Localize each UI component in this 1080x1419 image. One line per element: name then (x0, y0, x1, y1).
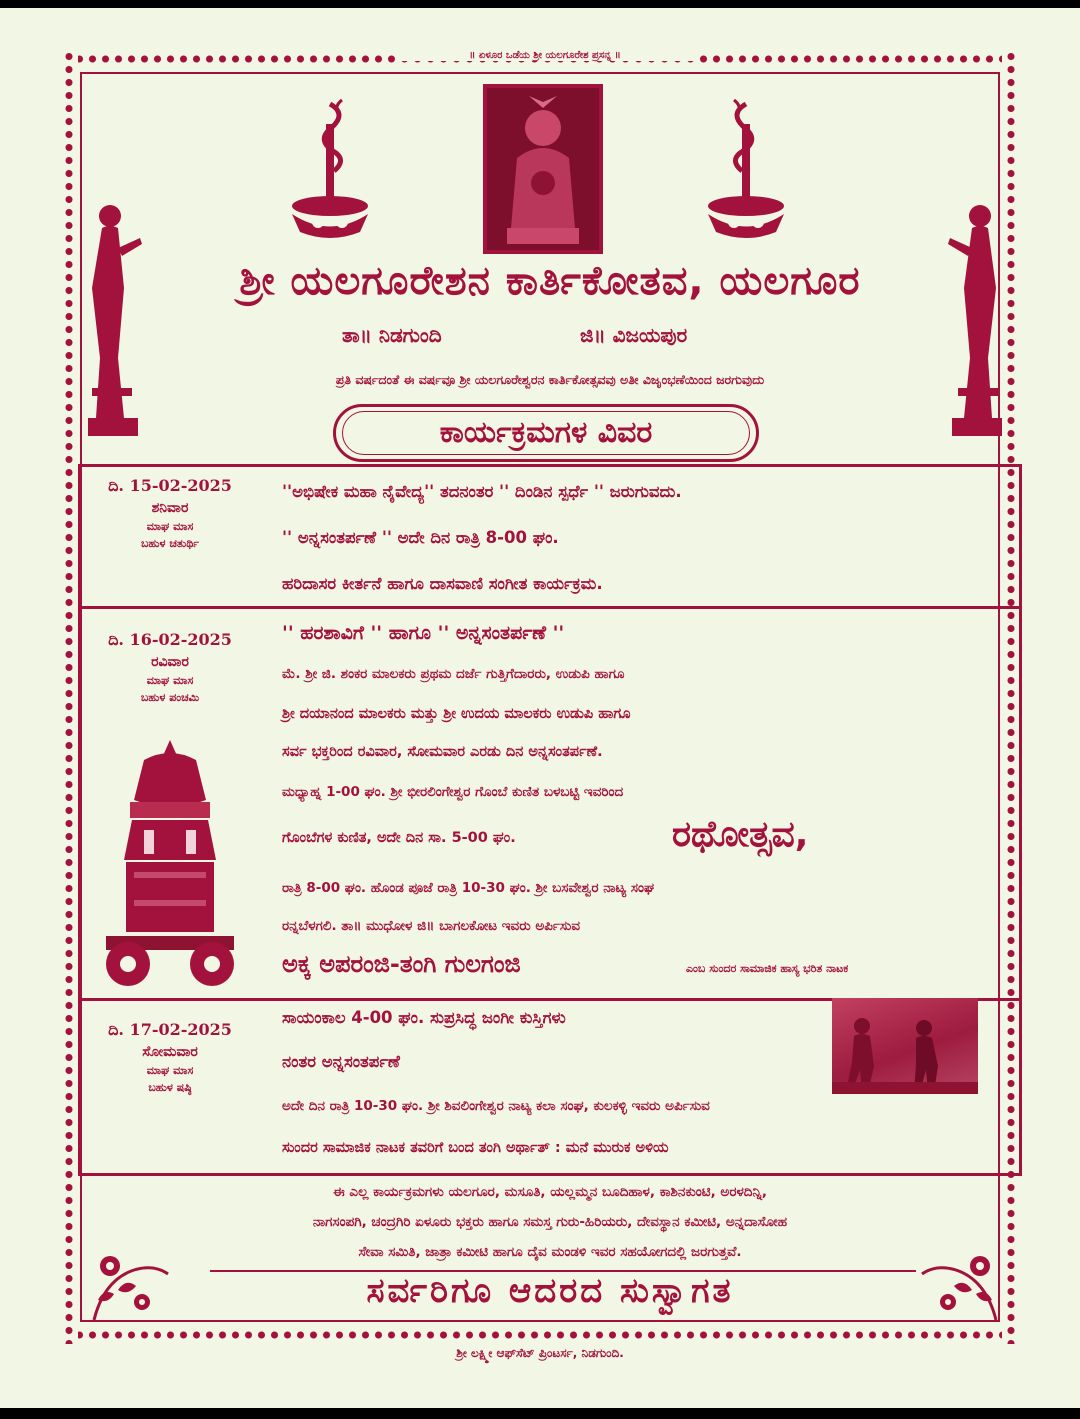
invocation-line: ॥ ಏಳೂರ ಒಡೆಯ ಶ್ರೀ ಯಲಗೂರೇಶ ಪ್ರಸನ್ನ ॥ (395, 50, 695, 61)
deity-figure-icon (487, 88, 599, 250)
left-lamp-icon (280, 94, 380, 244)
welcome-banner: ಸರ್ವರಿಗೂ ಆದರದ ಸುಸ್ವಾಗತ (366, 1271, 734, 1311)
footer-line-2: ನಾಗಸಂಪಗಿ, ಚಂದ್ರಗಿರಿ ಏಳೂರು ಭಕ್ತರು ಹಾಗೂ ಸಮಸ್ತ ಗುರು-ಹಿರಿಯರು, ದೇವಸ್ಥಾನ ಕಮೀಟಿ, ಅನ್ನದಾಸೋಹ (312, 1214, 788, 1230)
day2-line-5: ಮಧ್ಯಾಹ್ನ 1-00 ಘಂ. ಶ್ರೀ ಭೀರಲಿಂಗೇಶ್ವರ ಗೊಂಬೆ ಕುಣಿತ ಬಳಬಟ್ಟಿ ಇವರಿಂದ (282, 784, 624, 800)
poster (0, 8, 1080, 1408)
day1-tithi: ಬಹುಳ ಚತುರ್ಥಿ (140, 536, 199, 550)
wrestlers-icon (832, 998, 978, 1094)
day3-line-1: ಸಾಯಂಕಾಲ 4-00 ಘಂ. ಸುಪ್ರಸಿದ್ಧ ಜಂಗೀ ಕುಸ್ತಿಗಳು (282, 1008, 566, 1027)
day1-month: ಮಾಘ ಮಾಸ (146, 520, 194, 533)
day3-line-2: ನಂತರ ಅನ್ನಸಂತರ್ಪಣೆ (282, 1052, 400, 1071)
wrestling-photo (832, 998, 978, 1094)
district-label: ಜಿ॥ ವಿಜಯಪುರ (580, 323, 688, 347)
day1-weekday: ಶನಿವಾರ (151, 500, 189, 516)
footer-line-3: ಸೇವಾ ಸಮಿತಿ, ಜಾತ್ರಾ ಕಮೀಟಿ ಹಾಗೂ ದೈವ ಮಂಡಳಿ ಇವರ ಸಹಯೋಗದಲ್ಲಿ ಜರಗುತ್ತವೆ. (358, 1244, 742, 1260)
left-pillar-figure (84, 188, 144, 438)
day2-line-1: '' ಹರಶಾವಿಗೆ '' ಹಾಗೂ '' ಅನ್ನಸಂತರ್ಪಣೆ '' (282, 622, 565, 644)
left-floral-ornament-icon (88, 1240, 178, 1324)
chariot-image (104, 740, 236, 988)
day2-line-2: ಮೆ. ಶ್ರೀ ಜಿ. ಶಂಕರ ಮಾಲಕರು ಪ್ರಥಮ ದರ್ಜೆ ಗುತ್ತಿಗೆದಾರರು, ಉಡುಪಿ ಹಾಗೂ (282, 666, 625, 682)
page-title: ಶ್ರೀ ಯಲಗೂರೇಶನ ಕಾರ್ತಿಕೋತವ, ಯಲಗೂರ (239, 258, 861, 304)
day2-date-block (80, 628, 260, 706)
day3-tithi: ಬಹುಳ ಷಷ್ಠಿ (148, 1080, 192, 1094)
section-title-text: ಕಾರ್ಯಕ್ರಮಗಳ ವಿವರ (439, 415, 653, 450)
day3-line-4: ಸುಂದರ ಸಾಮಾಜಿಕ ನಾಟಕ ತವರಿಗೆ ಬಂದ ತಂಗಿ ಅರ್ಥಾತ್ : ಮನೆ ಮುರುಕ ಅಳಿಯ (282, 1140, 669, 1156)
day1-date-block (80, 474, 260, 552)
footer-line-1: ಈ ಎಲ್ಲ ಕಾರ್ಯಕ್ರಮಗಳು ಯಲಗೂರ, ಮಸೂತಿ, ಯಲ್ಲಮ್ಮನ ಬೂದಿಹಾಳ, ಕಾಶಿನಕುಂಟಿ, ಅರಳದಿನ್ನಿ, (333, 1184, 767, 1200)
day2-line-3: ಶ್ರೀ ದಯಾನಂದ ಮಾಲಕರು ಮತ್ತು ಶ್ರೀ ಉದಯ ಮಾಲಕರು ಉಡುಪಿ ಹಾಗೂ (282, 706, 631, 722)
day2-line-6: ಗೊಂಬೆಗಳ ಕುಣಿತ, ಅದೇ ದಿನ ಸಾ. 5-00 ಘಂ. (282, 830, 516, 846)
inner-frame-bottom (80, 1320, 1000, 1322)
day1-line-2: '' ಅನ್ನಸಂತರ್ಪಣೆ '' ಅದೇ ದಿನ ರಾತ್ರಿ 8-00 ಘಂ. (282, 528, 559, 547)
chariot-festival-label: ರಥೋತ್ಸವ, (672, 814, 809, 855)
day3-date: ದಿ. 17-02-2025 (108, 1020, 232, 1039)
section-title (333, 404, 759, 462)
day2-line-9: ರನ್ನಬೆಳಗಲಿ. ತಾ॥ ಮುಧೋಳ ಜಿ॥ ಬಾಗಲಕೋಟ ಇವರು ಅರ್ಪಿಸುವ (282, 918, 580, 934)
day3-weekday: ಸೋಮವಾರ (142, 1044, 198, 1060)
day2-line-8: ರಾತ್ರಿ 8-00 ಘಂ. ಹೊಂಡ ಪೂಜೆ ರಾತ್ರಿ 10-30 ಘಂ. ಶ್ರೀ ಬಸವೇಶ್ವರ ನಾಟ್ಯ ಸಂಘ (282, 880, 655, 896)
day1-line-1: ''ಅಭಿಷೇಕ ಮಹಾ ನೈವೇದ್ಯ'' ತದನಂತರ '' ದಿಂಡಿನ ಸ್ಪರ್ಧೆ '' ಜರುಗುವದು. (282, 482, 682, 501)
day2-date: ದಿ. 16-02-2025 (108, 630, 232, 649)
left-dotted-border (60, 50, 78, 1344)
day3-month: ಮಾಘ ಮಾಸ (146, 1064, 194, 1077)
deity-image (483, 84, 603, 254)
day3-line-3: ಅದೇ ದಿನ ರಾತ್ರಿ 10-30 ಘಂ. ಶ್ರೀ ಶಿವಲಿಂಗೇಶ್ವರ ನಾಟ್ಯ ಕಲಾ ಸಂಘ, ಕುಲಕಳ್ಳಿ ಇವರು ಅರ್ಪಿಸುವ (282, 1098, 710, 1114)
taluk-label: ತಾ॥ ನಿಡಗುಂದಿ (342, 323, 442, 347)
day2-drama-title: ಅಕ್ಕ ಅಪರಂಜಿ-ತಂಗಿ ಗುಲಗಂಜಿ (282, 950, 521, 978)
day2-tithi: ಬಹುಳ ಪಂಚಮಿ (140, 690, 200, 704)
day2-weekday: ರವಿವಾರ (151, 654, 189, 670)
right-floral-ornament-icon (912, 1240, 1002, 1324)
right-lamp-icon (696, 94, 796, 244)
intro-text: ಪ್ರತಿ ವರ್ಷದಂತೆ ಈ ವರ್ಷವೂ ಶ್ರೀ ಯಲಗೂರೇಶ್ವರನ ಕಾರ್ತಿಕೋತ್ಸವವು ಅತೀ ವಿಜೃಂಭಣೆಯಿಂದ ಜರಗುವುದು (335, 372, 765, 387)
day2-month: ಮಾಘ ಮಾಸ (146, 674, 194, 687)
bottom-dotted-border (60, 1326, 1020, 1344)
day1-date: ದಿ. 15-02-2025 (108, 476, 232, 495)
day2-drama-desc: ಎಂಬ ಸುಂದರ ಸಾಮಾಜಿಕ ಹಾಸ್ಯ ಭರಿತ ನಾಟಕ (686, 962, 849, 975)
day1-line-3: ಹರಿದಾಸರ ಕೀರ್ತನೆ ಹಾಗೂ ದಾಸವಾಣಿ ಸಂಗೀತ ಕಾರ್ಯಕ್ರಮ. (282, 574, 603, 593)
divider-day1-day2 (80, 606, 1020, 609)
inner-frame-top (80, 72, 1000, 74)
right-pillar-figure (946, 188, 1006, 438)
printer-credit: ಶ್ರೀ ಲಕ್ಷ್ಮೀ ಆಫ್‌ಸೆಟ್ ಪ್ರಿಂಟರ್ಸ, ನಿಡಗುಂದಿ. (456, 1346, 624, 1360)
day3-date-block (80, 1018, 260, 1096)
day2-line-4: ಸರ್ವ ಭಕ್ತರಿಂದ ರವಿವಾರ, ಸೋಮವಾರ ಎರಡು ದಿನ ಅನ್ನಸಂತರ್ಪಣೆ. (282, 744, 603, 760)
